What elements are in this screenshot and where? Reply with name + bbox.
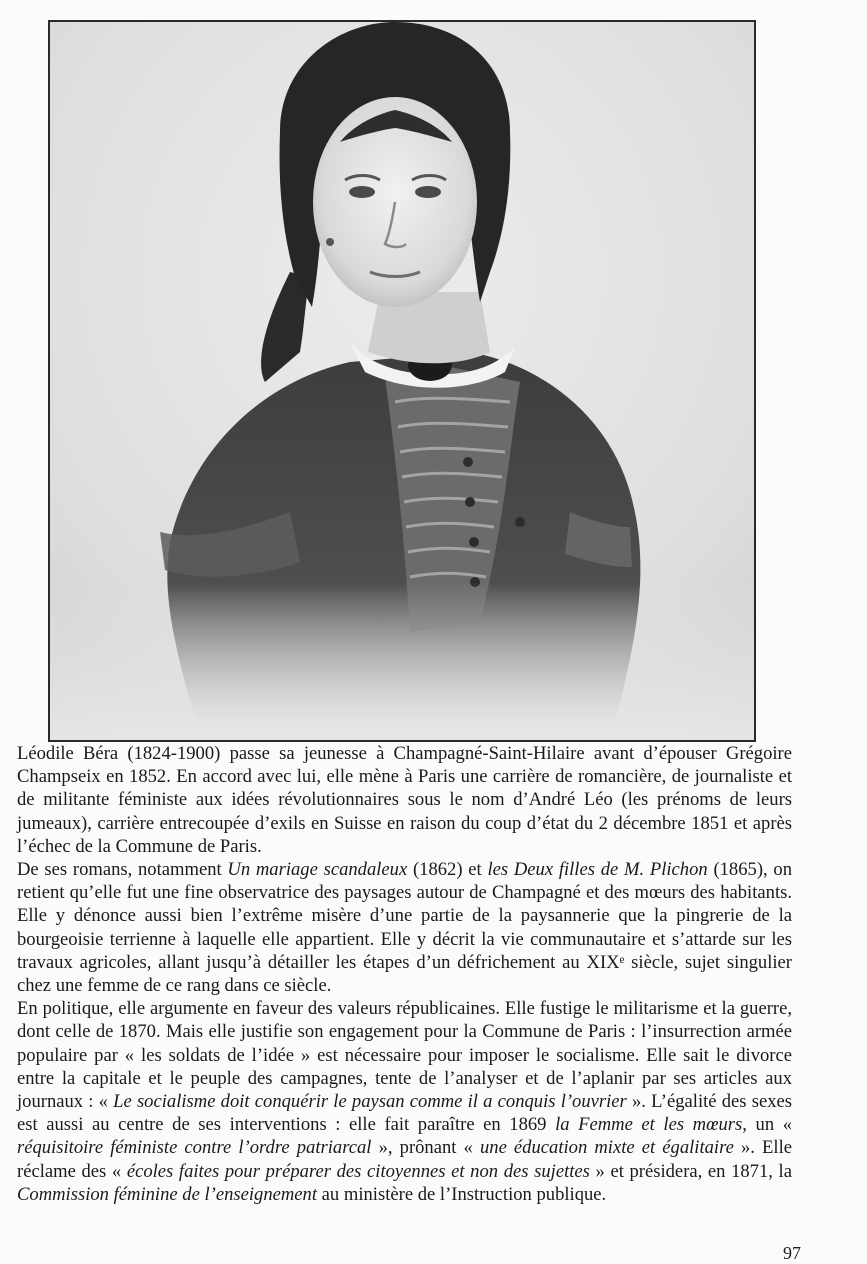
italic-text-run: réquisitoire féministe contre l’ordre patriarcal — [17, 1137, 372, 1159]
text-run: au ministère de l’Instruction publique. — [317, 1183, 607, 1205]
text-run: De ses romans, notamment — [17, 859, 228, 881]
italic-text-run: Le socialisme doit conquérir le paysan comme il a conquis l’ouvrier — [113, 1091, 627, 1113]
italic-text-run: les Deux filles de M. Plichon — [487, 859, 708, 881]
text-run: ». Elle réclame des « — [17, 1137, 792, 1182]
body-text — [17, 742, 792, 1206]
paragraph-biography — [17, 742, 792, 858]
italic-text-run: écoles faites pour préparer des citoyennes et non des sujettes — [126, 1160, 590, 1182]
text-run: (1862) et — [407, 859, 488, 881]
text-run: En politique, elle argumente en faveur des valeurs républicaines. Elle fustige le militarisme et la guerre, dont celle de 1870. Mais elle justifie son engagement pour la Commune de Paris : l’insurrection armée populaire par « les soldats de l’idée » est nécessaire pour imposer le socialisme. Elle sait le divorce entre la capitale et le peuple des campagnes, tente de l’analyser et de l’aplanir par ses articles aux journaux : « — [17, 998, 792, 1113]
italic-text-run: Un mariage scandaleux — [227, 859, 408, 881]
text-run: », prônant « — [371, 1137, 480, 1159]
text-run: ». L’égalité des sexes est aussi au centre de ses interventions : elle fait paraître en 1869 — [17, 1091, 792, 1136]
italic-text-run: une éducation mixte et égalitaire — [479, 1137, 734, 1159]
italic-text-run: Commission féminine de l’enseignement — [17, 1183, 318, 1205]
text-run: (1865), on retient qu’elle fut une fine observatrice des paysages autour de Champagné et des mœurs des habitants. Elle y dénonce aussi bien l’extrême misère d’une partie de la paysannerie que la pingrerie de la bourgeoisie terrienne à laquelle elle appartient. Elle y décrit la vie communautaire et s’attarde sur les travaux agricoles, allant jusqu’à détailler les étapes d’un défrichement au XIXᵉ siècle, sujet singulier chez une femme de ce rang dans ce siècle. — [17, 859, 792, 997]
text-run: , un « — [742, 1114, 792, 1136]
text-run: » et présidera, en 1871, la — [589, 1160, 792, 1182]
portrait-illustration — [50, 22, 754, 740]
paragraph-novels — [17, 858, 792, 997]
italic-text-run: la Femme et les mœurs — [555, 1114, 743, 1136]
text-run: Léodile Béra (1824-1900) passe sa jeunesse à Champagné-Saint-Hilaire avant d’épouser Grégoire Champseix en 1852. En accord avec lui, elle mène à Paris une carrière de romancière, de journaliste et de militante féministe aux idées révolutionnaires sous le nom d’André Léo (les prénoms de leurs jumeaux), carrière entrecoupée d’exils en Suisse en raison du coup d’état du 2 décembre 1851 et après l’échec de la Commune de Paris. — [17, 743, 792, 857]
page-number: 97 — [783, 1243, 801, 1263]
paragraph-politics — [17, 997, 792, 1206]
portrait-photo — [48, 20, 756, 742]
